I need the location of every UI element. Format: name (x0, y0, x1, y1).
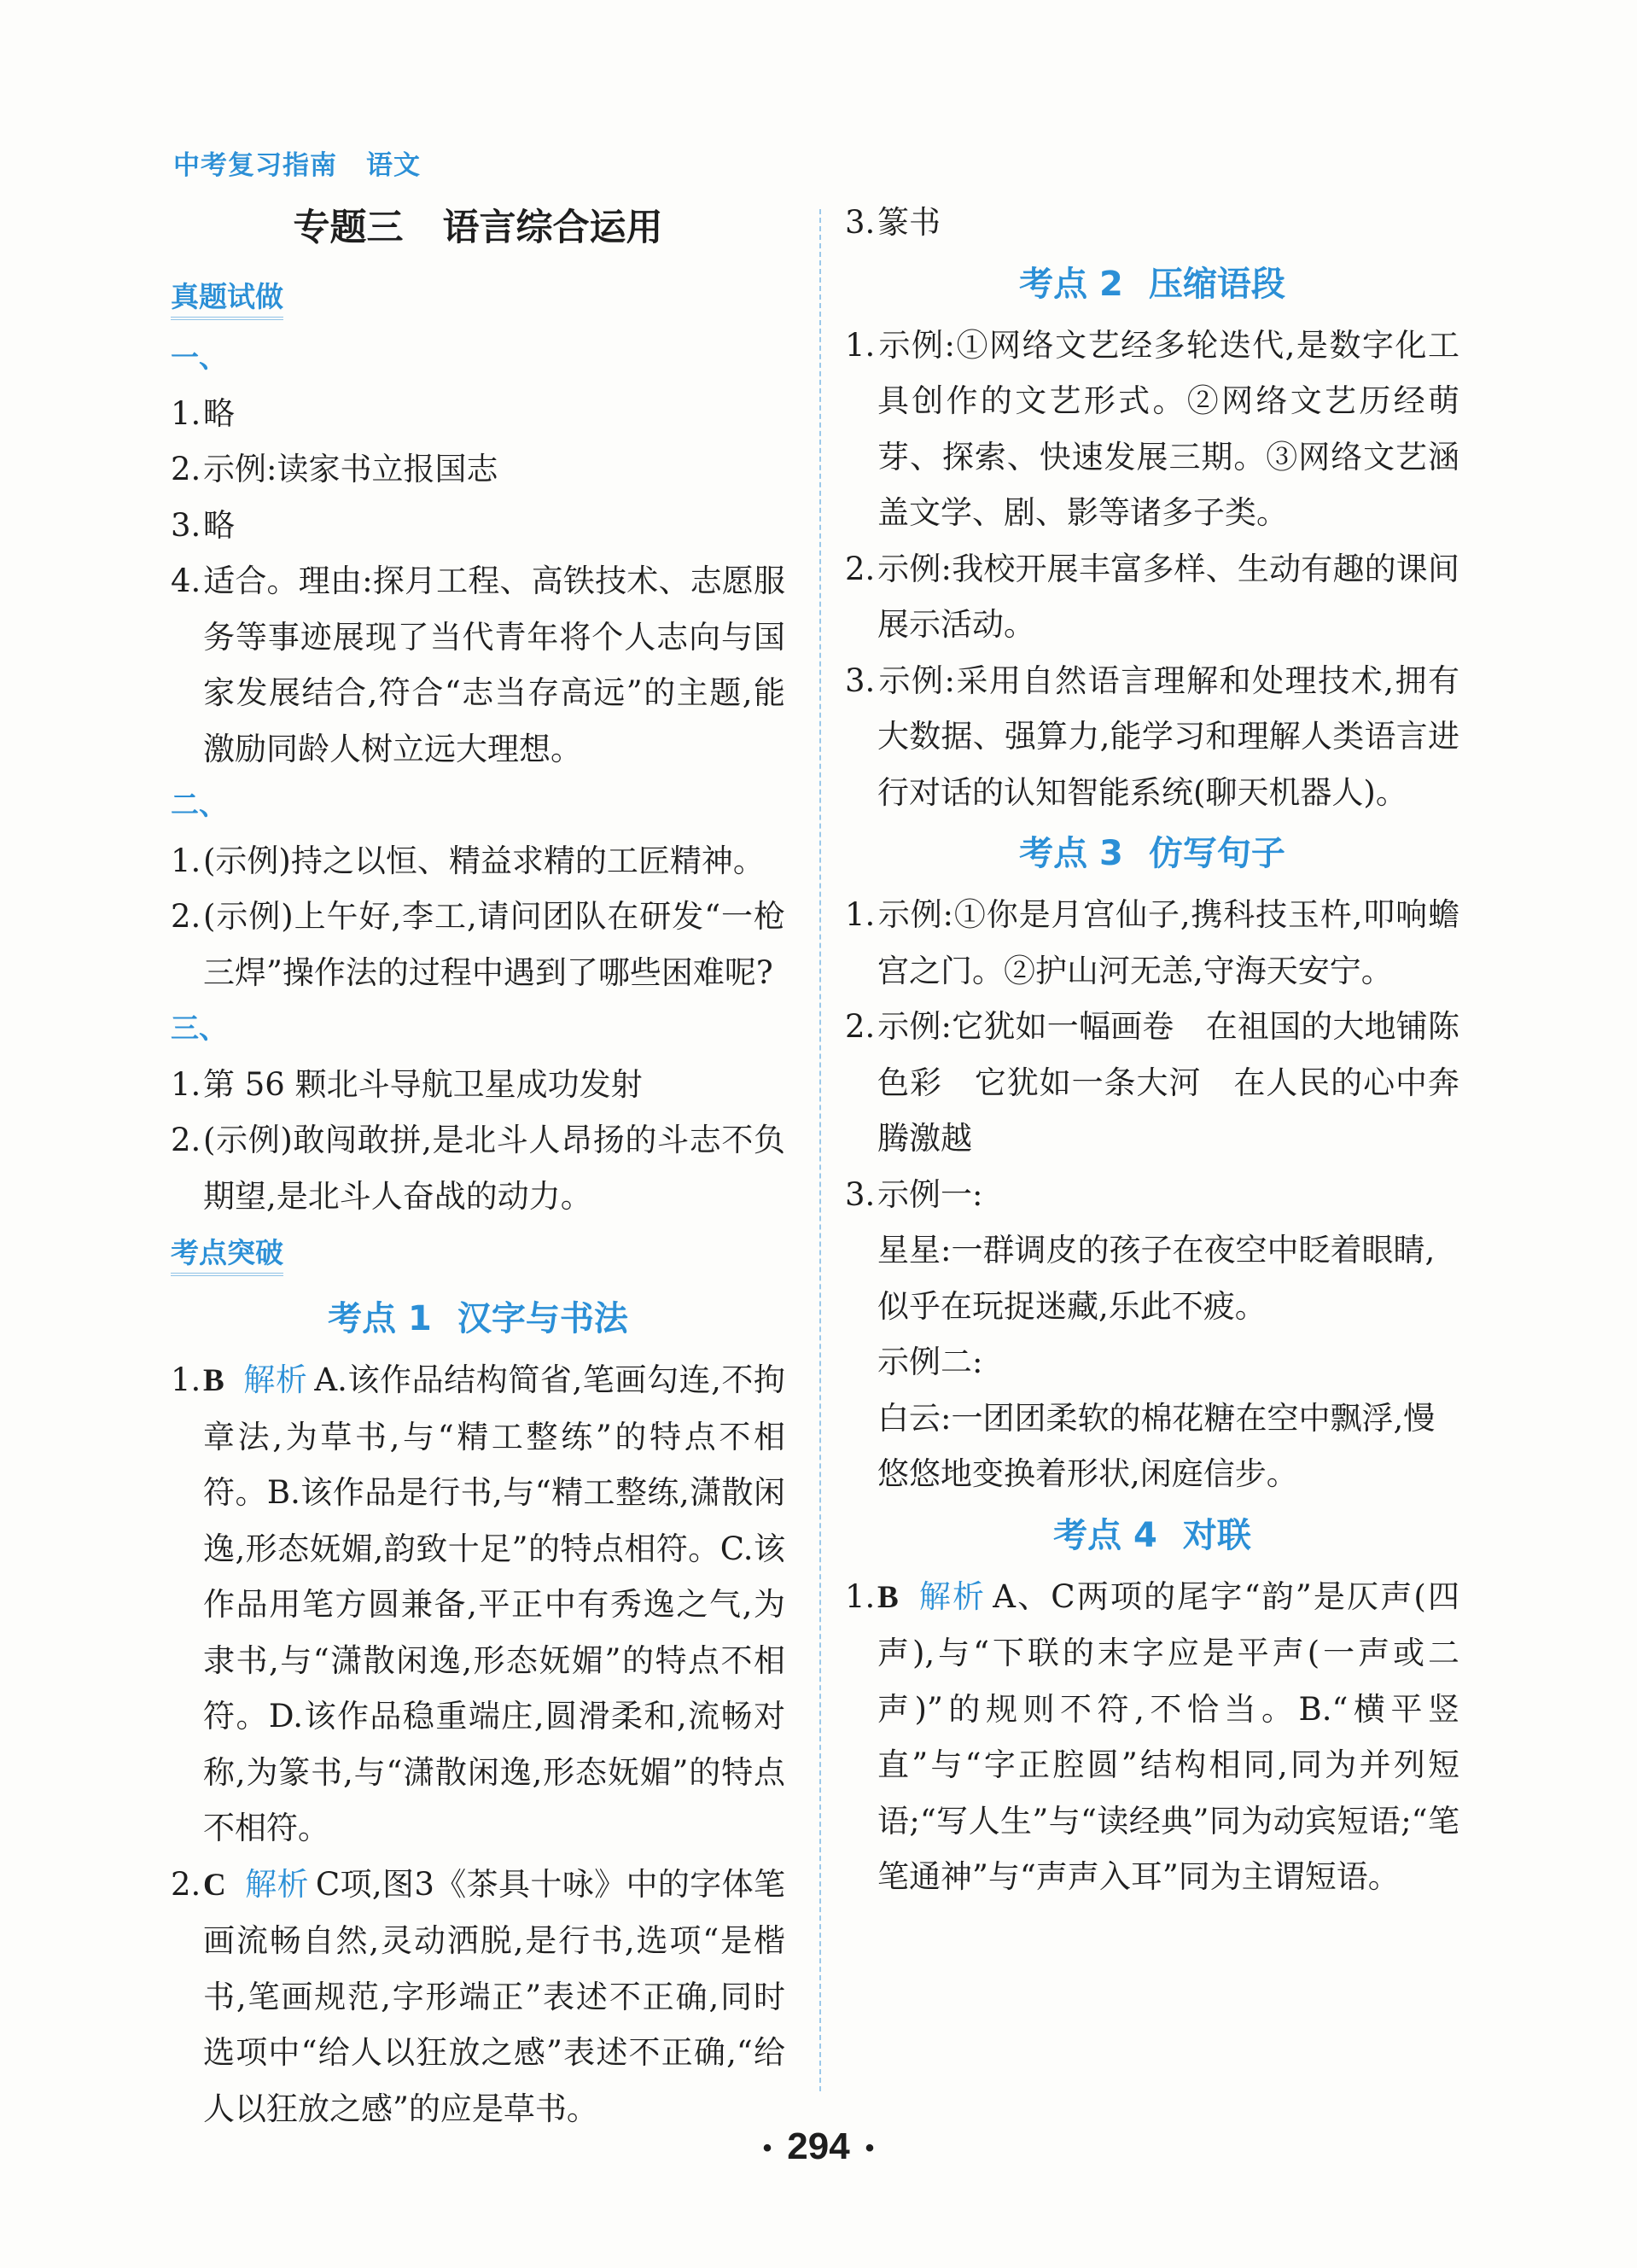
answer-letter: C (203, 1867, 226, 1903)
kaodian-3-title: 考点 3 仿写句子 (1019, 834, 1285, 873)
part-label-2: 二、 (171, 788, 227, 821)
list-item: 2.(示例)敢闯敢拼,是北斗人昂扬的斗志不负期望,是北斗人奋战的动力。 (171, 1122, 785, 1215)
section-kaodian: 考点突破 (171, 1233, 283, 1276)
subject-label: 语文 (366, 150, 421, 181)
list-item: 1.略 (171, 394, 235, 432)
list-item: 3.示例一: (845, 1175, 983, 1213)
list-item: 1.(示例)持之以恒、精益求精的工匠精神。 (171, 842, 765, 879)
right-column (845, 195, 1459, 1905)
left-column (171, 195, 785, 2137)
jiexi-label: 解析 (242, 1361, 308, 1398)
list-item: 1.第 56 颗北斗导航卫星成功发射 (171, 1065, 643, 1103)
jiexi-label: 解析 (917, 1577, 987, 1615)
list-item: 1.示例:①网络文艺经多轮迭代,是数字化工具创作的文艺形式。②网络文艺历经萌芽、探索、快速发展三期。③网络文艺涵盖文学、剧、影等诸多子类。 (845, 326, 1459, 531)
part-label-3: 三、 (171, 1012, 227, 1045)
chapter-name: 语言综合运用 (442, 207, 663, 249)
chapter-label: 专题三 (293, 207, 404, 249)
list-item: 3.示例:采用自然语言理解和处理技术,拥有大数据、强算力,能学习和理解人类语言进行对话的认知智能系统(聊天机器人)。 (845, 662, 1459, 811)
page-number: • 294 • (762, 2125, 875, 2167)
example-label: 示例二: (877, 1344, 983, 1380)
list-item: 1.B 解析 A、C两项的尾字“韵”是仄声(四声),与“下联的末字应是平声(一声或二声)”的规则不符,不恰当。B.“横平竖直”与“字正腔圆”结构相同,同为并列短语;“写人生”与“读经典”同为动宾短语;“笔笔通神”与“声声入耳”同为主谓短语。 (845, 1577, 1460, 1895)
column-divider (819, 209, 821, 2091)
book-header (173, 143, 421, 182)
kaodian-4-title: 考点 4 对联 (1053, 1515, 1251, 1555)
kaodian-1-title: 考点 1 汉字与书法 (328, 1299, 628, 1338)
list-item: 1.B 解析 A.该作品结构简省,笔画勾连,不拘章法,为草书,与“精工整练”的特点不相符。B.该作品是行书,与“精工整练,潇散闲逸,形态妩媚,韵致十足”的特点相符。C.该作品用笔方圆兼备,平正中有秀逸之气,为隶书,与“潇散闲逸,形态妩媚”的特点不相符。D.该作品稳重端庄,圆滑柔和,流畅对称,为篆书,与“潇散闲逸,形态妩媚”的特点不相符。 (171, 1361, 785, 1846)
list-item: 3.略 (171, 506, 235, 544)
list-item: 2.示例:我校开展丰富多样、生动有趣的课间展示活动。 (845, 550, 1459, 643)
list-item: 3.篆书 (845, 204, 941, 241)
list-item: 2.(示例)上午好,李工,请问团队在研发“一枪三焊”操作法的过程中遇到了哪些困难呢? (171, 898, 785, 991)
list-item: 1.示例:①你是月宫仙子,携科技玉杵,叩响蟾宫之门。②护山河无恙,守海天安宁。 (845, 896, 1459, 989)
list-item: 2.示例:它犹如一幅画卷 在祖国的大地铺陈色彩 它犹如一条大河 在人民的心中奔腾激越 (845, 1008, 1459, 1157)
kaodian-2-title: 考点 2 压缩语段 (1019, 264, 1285, 304)
book-title: 中考复习指南 (173, 150, 337, 181)
part-label-1: 一、 (171, 341, 227, 374)
list-item: 2.C 解析 C项,图3《茶具十咏》中的字体笔画流畅自然,灵动洒脱,是行书,选项“是楷书,笔画规范,字形端正”表述不正确,同时选项中“给人以狂放之感”表述不正确,“给人以狂放之感”的应是草书。 (171, 1865, 785, 2127)
list-item: 4.适合。理由:探月工程、高铁技术、志愿服务等事迹展现了当代青年将个人志向与国家发展结合,符合“志当存高远”的主题,能激励同龄人树立远大理想。 (171, 563, 785, 767)
jiexi-label: 解析 (244, 1865, 309, 1903)
example-text: 星星:一群调皮的孩子在夜空中眨着眼睛,似乎在玩捉迷藏,乐此不疲。 (877, 1232, 1436, 1325)
answer-letter: B (203, 1363, 224, 1398)
example-text: 白云:一团团柔软的棉花糖在空中飘浮,慢悠悠地变换着形状,闲庭信步。 (877, 1399, 1436, 1492)
answer-letter: B (877, 1579, 899, 1615)
chapter-title (171, 195, 785, 268)
list-item: 2.示例:读家书立报国志 (171, 451, 498, 487)
section-zhenti: 真题试做 (171, 277, 283, 320)
